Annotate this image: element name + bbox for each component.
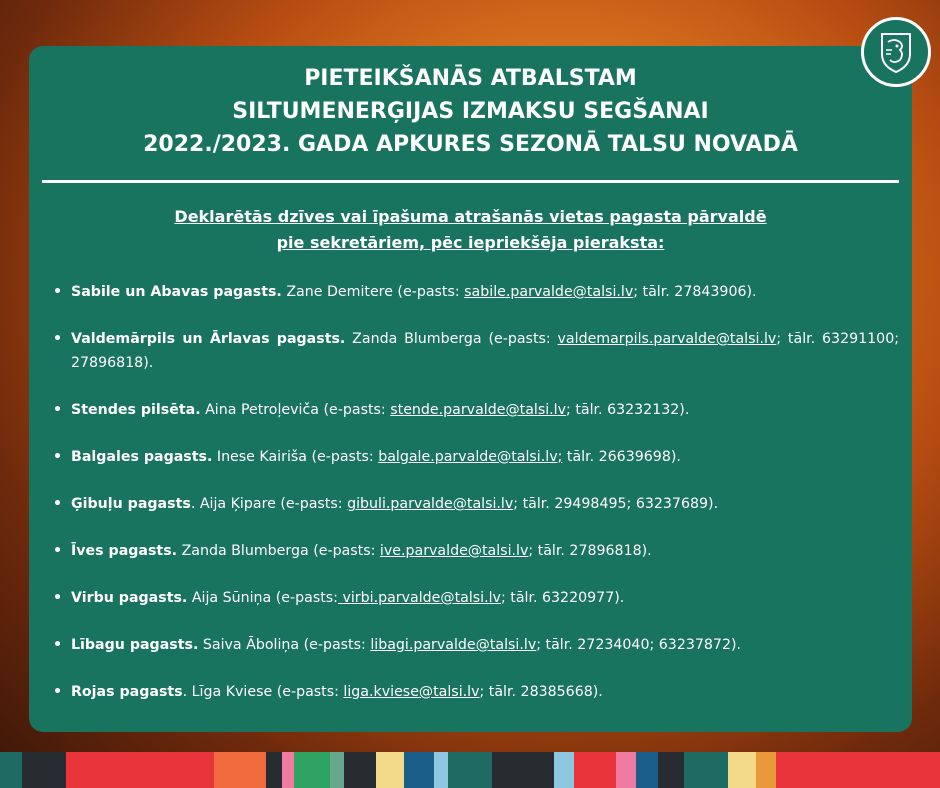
- strip-segment: [330, 752, 344, 788]
- subtitle: [29, 204, 912, 256]
- strip-segment: [684, 752, 728, 788]
- strip-segment: [0, 752, 22, 788]
- strip-segment: [728, 752, 756, 788]
- contact-phone: ; tālr. 63291100; 27896818).: [71, 331, 900, 371]
- strip-segment: [756, 752, 776, 788]
- contact-person: Aina Petroļeviča (e-pasts:: [200, 402, 391, 418]
- email-link[interactable]: ive.parvalde@talsi.lv: [379, 543, 529, 559]
- list-item: [49, 586, 899, 610]
- contact-person: Inese Kairiša (e-pasts:: [212, 449, 379, 465]
- strip-segment: [574, 752, 616, 788]
- strip-segment: [214, 752, 266, 788]
- place-name: Īves pagasts.: [71, 543, 178, 559]
- list-item: [49, 327, 899, 375]
- talsi-coat-of-arms-icon: [861, 17, 931, 87]
- contact-person: Saiva Āboliņa (e-pasts:: [198, 637, 371, 653]
- contact-person: Zanda Blumberga (e-pasts:: [177, 543, 380, 559]
- strip-segment: [448, 752, 492, 788]
- contact-phone: ; tālr. 29498495; 63237689).: [513, 496, 719, 512]
- contact-phone: ; tālr. 27896818).: [528, 543, 652, 559]
- place-name: Lībagu pagasts.: [71, 637, 199, 653]
- strip-segment: [434, 752, 448, 788]
- strip-segment: [266, 752, 282, 788]
- subtitle-line: Deklarētās dzīves vai īpašuma atrašanās vietas pagasta pārvaldē: [174, 207, 767, 226]
- title-line: SILTUMENERĢIJAS IZMAKSU SEGŠANAI: [232, 99, 709, 124]
- email-link[interactable]: valdemarpils.parvalde@talsi.lv: [557, 331, 777, 347]
- bullet-icon: •: [53, 284, 63, 300]
- info-card: [29, 46, 912, 732]
- bullet-icon: •: [53, 543, 63, 559]
- list-item: [49, 492, 899, 516]
- title-line: 2022./2023. GADA APKURES SEZONĀ TALSU NOVADĀ: [143, 132, 798, 157]
- bullet-icon: •: [53, 331, 63, 347]
- title-line: PIETEIKŠANĀS ATBALSTAM: [304, 66, 637, 91]
- list-item: [49, 633, 899, 657]
- strip-segment: [492, 752, 554, 788]
- place-name: Virbu pagasts.: [71, 590, 188, 606]
- contact-phone: ; tālr. 27843906).: [633, 284, 757, 300]
- list-item: [49, 539, 899, 563]
- strip-segment: [554, 752, 574, 788]
- contact-person: Zanda Blumberga (e-pasts:: [345, 331, 558, 347]
- contact-phone: ; tālr. 28385668).: [479, 684, 603, 700]
- list-item: [49, 445, 899, 469]
- page-title: [29, 62, 912, 161]
- strip-segment: [344, 752, 376, 788]
- bullet-icon: •: [53, 402, 63, 418]
- strip-segment: [282, 752, 294, 788]
- strip-segment: [404, 752, 434, 788]
- place-name: Rojas pagasts: [71, 684, 183, 700]
- place-name: Sabile un Abavas pagasts.: [71, 284, 282, 300]
- bullet-icon: •: [53, 590, 63, 606]
- contact-phone: ; tālr. 27234040; 63237872).: [536, 637, 742, 653]
- contact-phone: ; tālr. 63232132).: [566, 402, 690, 418]
- list-item: [49, 680, 899, 704]
- place-name: Ģibuļu pagasts: [71, 496, 191, 512]
- bullet-icon: •: [53, 637, 63, 653]
- strip-segment: [776, 752, 940, 788]
- contact-phone: ; tālr. 63220977).: [500, 590, 625, 606]
- bullet-icon: •: [53, 496, 63, 512]
- email-link[interactable]: balgale.parvalde@talsi.lv;: [378, 449, 563, 465]
- bullet-icon: •: [53, 684, 63, 700]
- decorative-color-strip: [0, 752, 940, 788]
- contact-person: . Aija Ķipare (e-pasts:: [190, 496, 348, 512]
- place-name: Balgales pagasts.: [71, 449, 213, 465]
- subtitle-line: pie sekretāriem, pēc iepriekšēja pieraksta:: [276, 233, 665, 252]
- strip-segment: [294, 752, 330, 788]
- contact-phone: tālr. 26639698).: [562, 449, 681, 465]
- place-name: Valdemārpils un Ārlavas pagasts.: [71, 331, 346, 347]
- email-link[interactable]: gibuli.parvalde@talsi.lv: [347, 496, 514, 512]
- email-link[interactable]: virbi.parvalde@talsi.lv: [337, 590, 501, 606]
- strip-segment: [66, 752, 214, 788]
- strip-segment: [616, 752, 636, 788]
- bullet-icon: •: [53, 449, 63, 465]
- email-link[interactable]: sabile.parvalde@talsi.lv: [464, 284, 634, 300]
- contact-person: Zane Demitere (e-pasts:: [281, 284, 465, 300]
- email-link[interactable]: liga.kviese@talsi.lv: [343, 684, 480, 700]
- shield-icon: [864, 20, 928, 84]
- contact-person: . Līga Kviese (e-pasts:: [182, 684, 344, 700]
- list-item: [49, 280, 899, 304]
- email-link[interactable]: stende.parvalde@talsi.lv: [390, 402, 567, 418]
- email-link[interactable]: libagi.parvalde@talsi.lv: [370, 637, 537, 653]
- contact-list: [49, 280, 899, 704]
- strip-segment: [658, 752, 684, 788]
- list-item: [49, 398, 899, 422]
- contact-person: Aija Sūniņa (e-pasts:: [187, 590, 338, 606]
- title-divider: [42, 180, 899, 183]
- place-name: Stendes pilsēta.: [71, 402, 201, 418]
- strip-segment: [636, 752, 658, 788]
- strip-segment: [376, 752, 404, 788]
- strip-segment: [22, 752, 66, 788]
